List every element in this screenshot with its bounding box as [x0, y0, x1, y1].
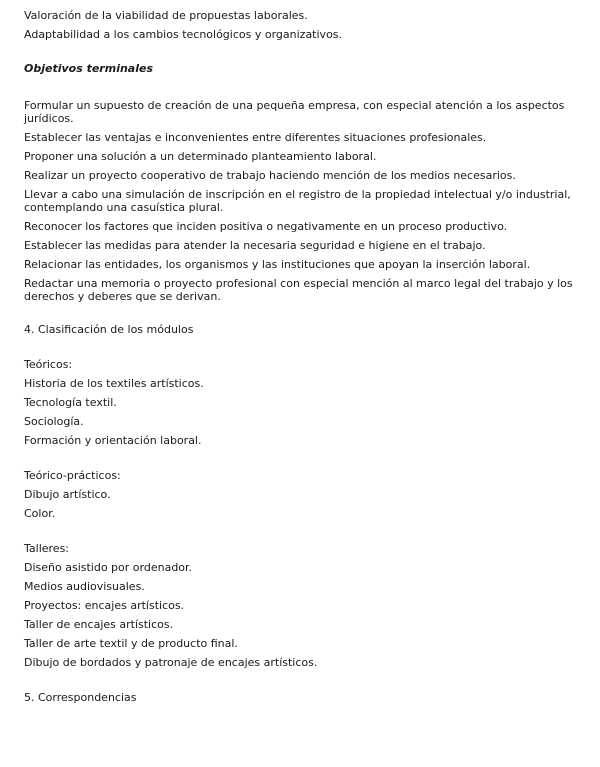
module-item: Formación y orientación laboral. [24, 434, 202, 447]
objetivo-item: Formular un supuesto de creación de una pequeña empresa, con especial atención a los aspectos jurídicos. [24, 99, 565, 125]
teorico-practicos-title: Teórico-prácticos: [24, 469, 121, 482]
module-item: Historia de los textiles artísticos. [24, 377, 204, 390]
module-item: Sociología. [24, 415, 84, 428]
intro-line: Adaptabilidad a los cambios tecnológicos y organizativos. [24, 28, 343, 41]
module-item: Color. [24, 507, 56, 520]
intro-line: Valoración de la viabilidad de propuestas laborales. [24, 9, 308, 22]
objetivo-item: Establecer las ventajas e inconvenientes entre diferentes situaciones profesionales. [24, 131, 487, 144]
document-page [24, 9, 576, 704]
module-item: Proyectos: encajes artísticos. [24, 599, 185, 612]
objetivo-item: Establecer las medidas para atender la necesaria seguridad e higiene en el trabajo. [24, 239, 486, 252]
objetivos-heading: Objetivos terminales [24, 62, 153, 75]
objetivo-item: Reconocer los factores que inciden positiva o negativamente en un proceso productivo. [24, 220, 508, 233]
module-item: Tecnología textil. [24, 396, 117, 409]
module-item: Diseño asistido por ordenador. [24, 561, 193, 574]
objetivo-item: Proponer una solución a un determinado planteamiento laboral. [24, 150, 377, 163]
objetivo-item: Relacionar las entidades, los organismos y las instituciones que apoyan la inserción laboral. [24, 258, 531, 271]
teorico-practicos-group [24, 469, 576, 520]
objetivo-item: Redactar una memoria o proyecto profesional con especial mención al marco legal del trabajo y los derechos y deberes que se derivan. [24, 277, 573, 303]
module-item: Dibujo de bordados y patronaje de encajes artísticos. [24, 656, 318, 669]
objetivo-item: Llevar a cabo una simulación de inscripción en el registro de la propiedad intelectual y/o industrial, contemplando una casuística plural. [24, 188, 571, 214]
clasificacion-heading: 4. Clasificación de los módulos [24, 323, 194, 336]
talleres-group [24, 542, 576, 669]
objetivo-item: Realizar un proyecto cooperativo de trabajo haciendo mención de los medios necesarios. [24, 169, 516, 182]
module-item: Medios audiovisuales. [24, 580, 145, 593]
correspondencias-heading: 5. Correspondencias [24, 691, 137, 704]
module-item: Taller de arte textil y de producto final. [24, 637, 238, 650]
teoricos-title: Teóricos: [24, 358, 73, 371]
objetivos-list [24, 99, 576, 303]
module-item: Taller de encajes artísticos. [24, 618, 174, 631]
teoricos-group [24, 358, 576, 447]
talleres-title: Talleres: [24, 542, 70, 555]
module-item: Dibujo artístico. [24, 488, 111, 501]
